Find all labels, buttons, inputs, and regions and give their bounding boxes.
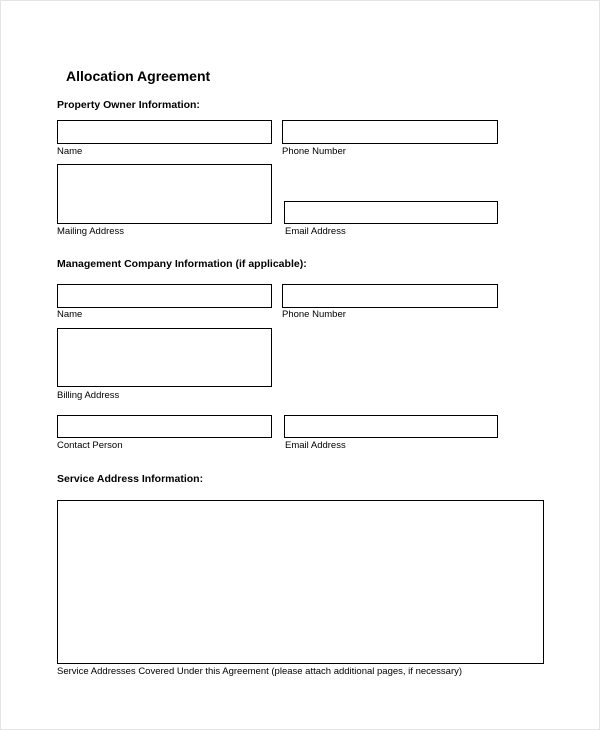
owner-email-field[interactable] [284, 201, 498, 224]
mgmt-contact-field[interactable] [57, 415, 272, 438]
mgmt-name-field[interactable] [57, 284, 272, 308]
mgmt-email-field[interactable] [284, 415, 498, 438]
service-addresses-input[interactable] [58, 501, 543, 663]
owner-phone-label: Phone Number [282, 146, 346, 157]
mgmt-billing-field[interactable] [57, 328, 272, 387]
owner-name-field[interactable] [57, 120, 272, 144]
service-addresses-label: Service Addresses Covered Under this Agreement (please attach additional pages, if necessary) [57, 666, 463, 677]
owner-email-input[interactable] [285, 202, 497, 223]
owner-section-heading: Property Owner Information: [57, 99, 200, 111]
owner-mailing-input[interactable] [58, 165, 271, 223]
service-section-heading: Service Address Information: [57, 473, 204, 485]
mgmt-email-input[interactable] [285, 416, 497, 437]
owner-phone-field[interactable] [282, 120, 498, 144]
owner-phone-input[interactable] [283, 121, 497, 143]
owner-mailing-field[interactable] [57, 164, 272, 224]
mgmt-phone-field[interactable] [282, 284, 498, 308]
mgmt-billing-label: Billing Address [57, 390, 120, 401]
mgmt-name-label: Name [57, 309, 83, 320]
service-addresses-field[interactable] [57, 500, 544, 664]
mgmt-billing-input[interactable] [58, 329, 271, 386]
owner-name-label: Name [57, 146, 83, 157]
owner-email-label: Email Address [285, 226, 346, 237]
owner-name-input[interactable] [58, 121, 271, 143]
mgmt-contact-label: Contact Person [57, 440, 123, 451]
mgmt-email-label: Email Address [285, 440, 346, 451]
mgmt-phone-input[interactable] [283, 285, 497, 307]
mgmt-contact-input[interactable] [58, 416, 271, 437]
form-title: Allocation Agreement [66, 68, 211, 84]
mgmt-name-input[interactable] [58, 285, 271, 307]
mgmt-phone-label: Phone Number [282, 309, 346, 320]
management-section-heading: Management Company Information (if applicable): [57, 258, 307, 270]
owner-mailing-label: Mailing Address [57, 226, 125, 237]
